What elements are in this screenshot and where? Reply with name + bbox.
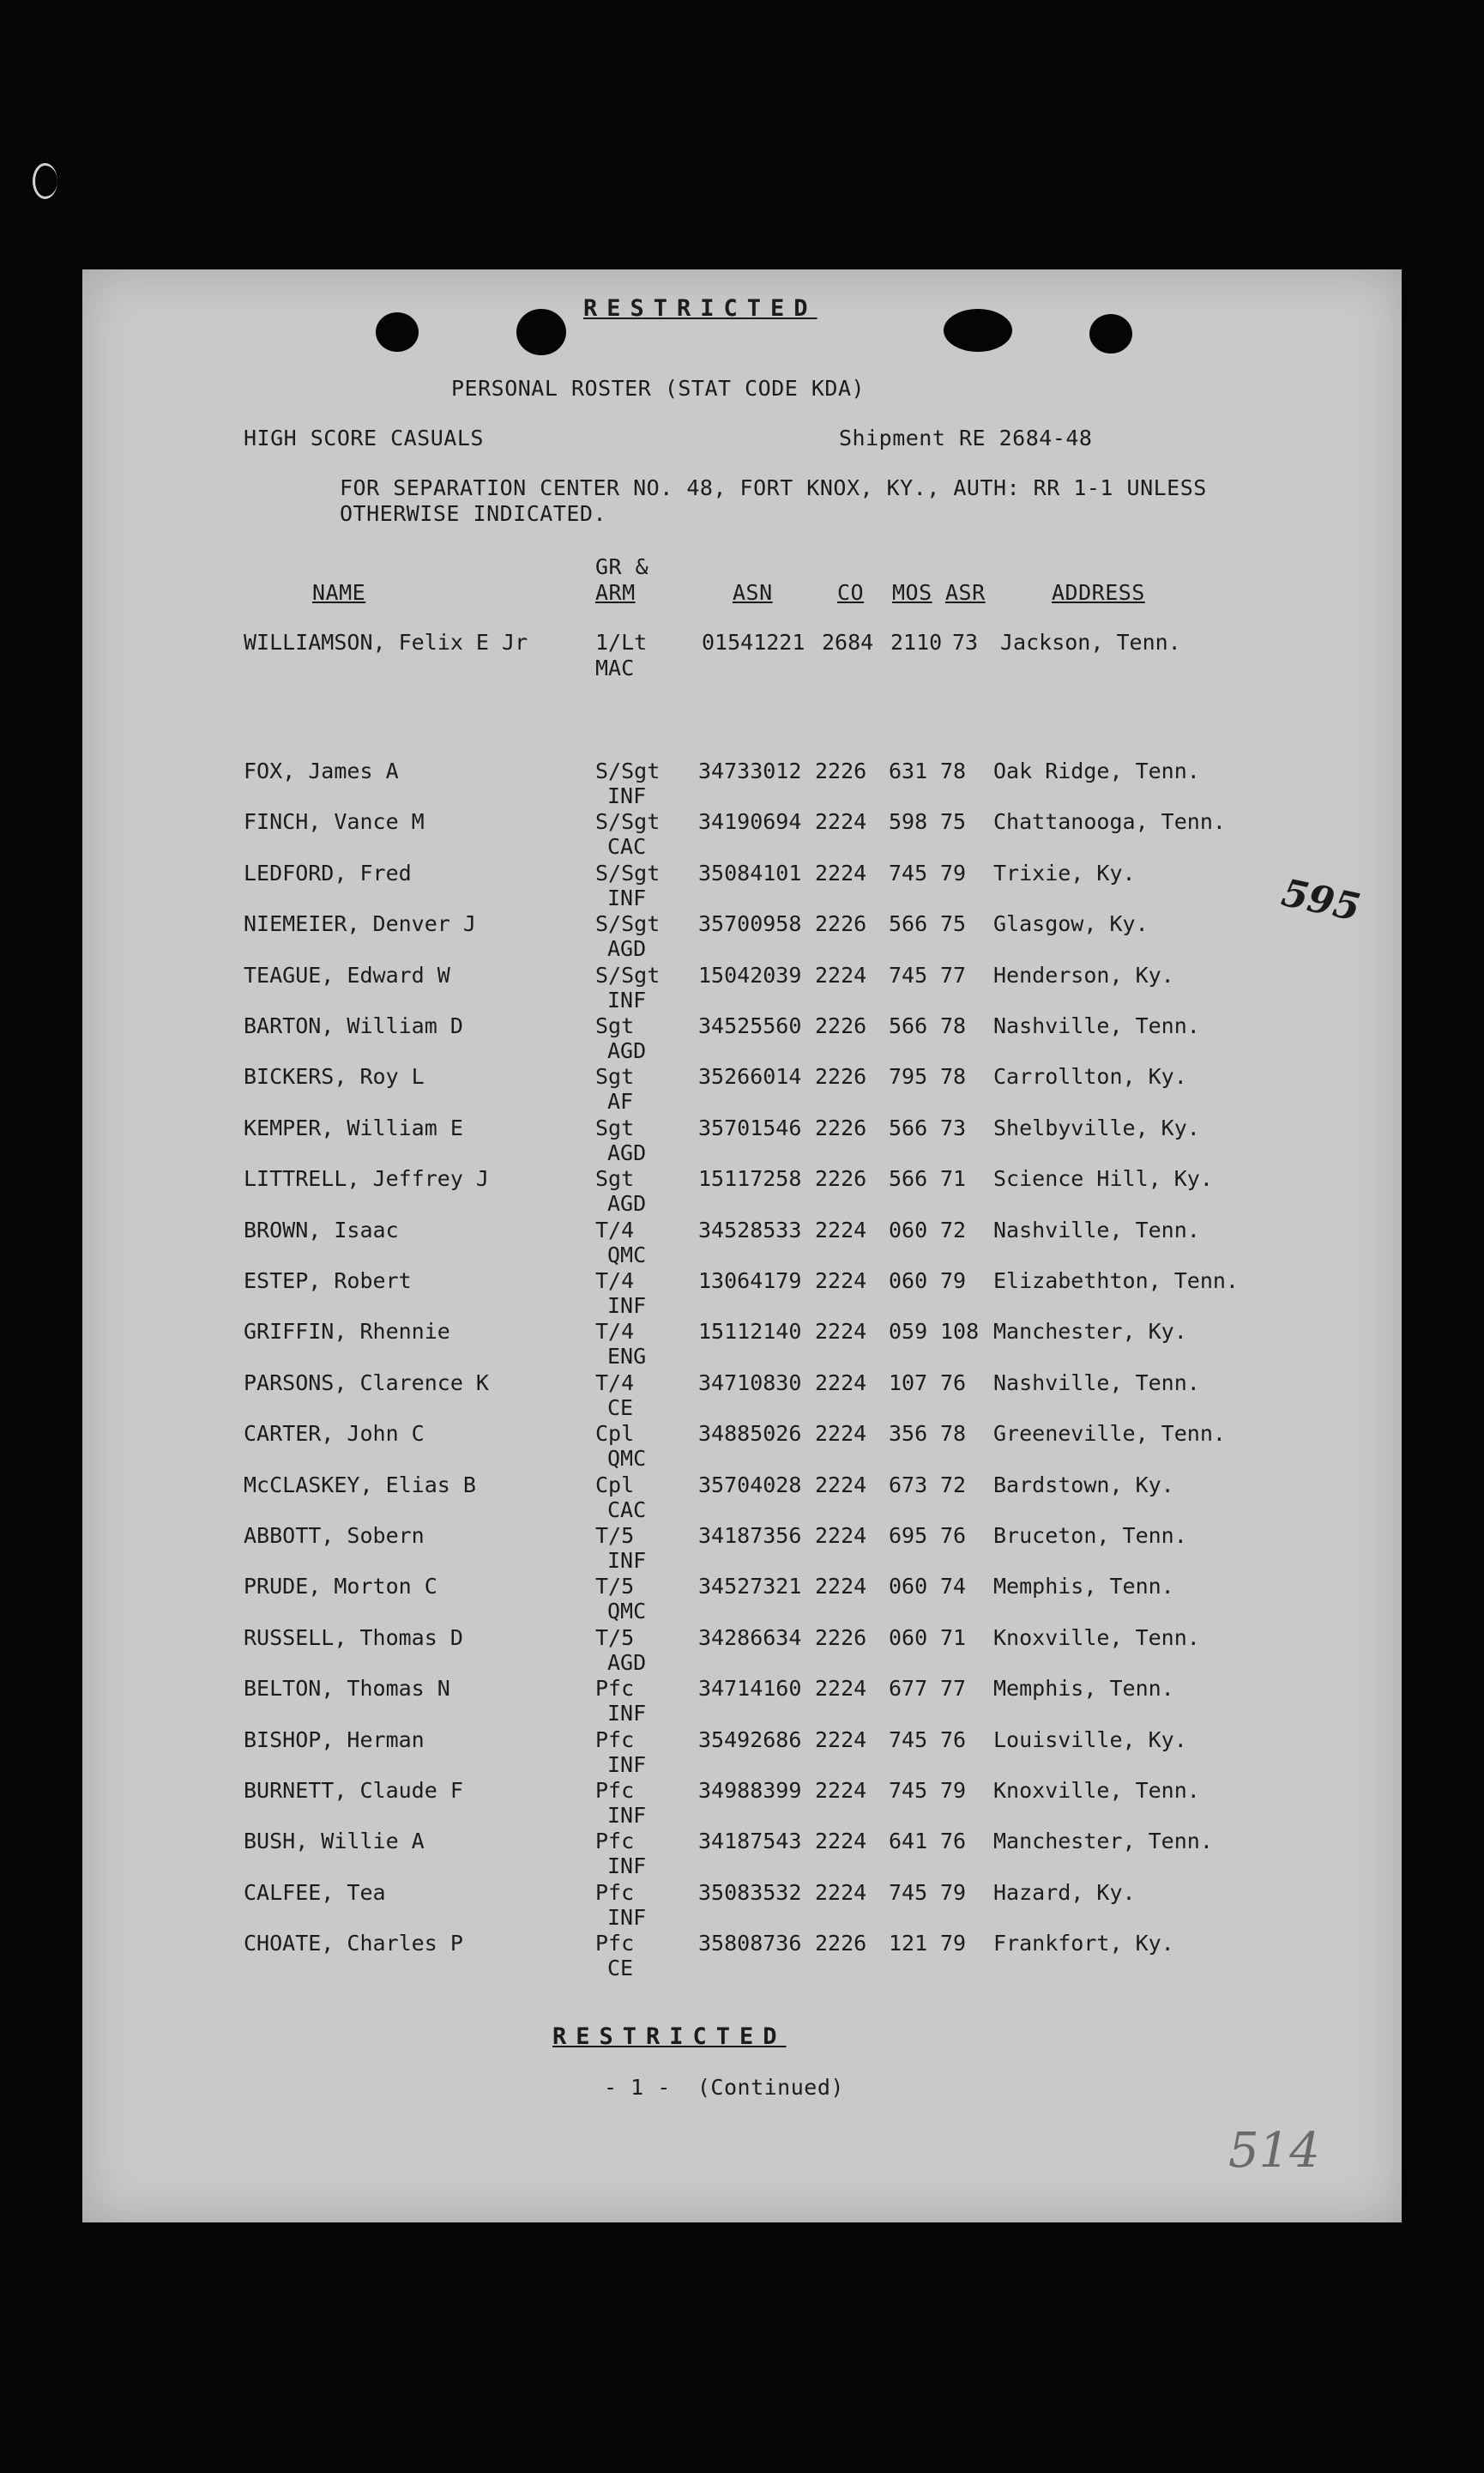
row-name: PRUDE, Morton C <box>244 1574 437 1599</box>
row-address: Hazard, Ky. <box>993 1879 1136 1905</box>
row-co: 2224 <box>815 1421 867 1447</box>
row-asr: 75 <box>940 911 967 937</box>
row-grade: T/4 <box>595 1319 635 1345</box>
row-asn: 34988399 <box>698 1778 802 1803</box>
row-address: Louisville, Ky. <box>993 1726 1187 1752</box>
row-asn: 34190694 <box>698 809 802 835</box>
row-address: Elizabethton, Tenn. <box>993 1268 1239 1293</box>
punch-hole <box>376 312 419 352</box>
row-mos: 060 <box>889 1268 928 1293</box>
row-asr: 79 <box>940 860 967 886</box>
row-name: BISHOP, Herman <box>244 1726 425 1752</box>
row-arm: INF <box>607 1701 647 1726</box>
row-asr: 76 <box>940 1523 967 1548</box>
row-grade: S/Sgt <box>595 860 661 886</box>
row-asr: 108 <box>940 1319 980 1345</box>
row-address: Chattanooga, Tenn. <box>993 809 1226 835</box>
row-address: Glasgow, Ky. <box>993 911 1149 937</box>
row-name: FINCH, Vance M <box>244 809 425 835</box>
punch-hole <box>944 309 1012 352</box>
row-asn: 34528533 <box>698 1217 802 1243</box>
row-address: Science Hill, Ky. <box>993 1166 1213 1192</box>
punch-hole <box>516 309 566 355</box>
row-arm: QMC <box>607 1599 647 1624</box>
row-grade: Pfc <box>595 1829 635 1854</box>
row-arm: AGD <box>607 1140 647 1165</box>
row-arm: INF <box>607 1904 647 1930</box>
row-co: 2226 <box>815 1115 867 1140</box>
row-asn: 01541221 <box>702 630 805 655</box>
row-asn: 34885026 <box>698 1421 802 1447</box>
row-address: Frankfort, Ky. <box>993 1931 1174 1956</box>
row-asr: 78 <box>940 1421 967 1447</box>
row-mos: 745 <box>889 1879 928 1905</box>
row-arm: INF <box>607 1751 647 1777</box>
row-name: LEDFORD, Fred <box>244 860 412 886</box>
row-arm: ENG <box>607 1344 647 1370</box>
row-address: Manchester, Tenn. <box>993 1829 1213 1854</box>
column-header-address: ADDRESS <box>1052 580 1145 605</box>
row-grade: Pfc <box>595 1726 635 1752</box>
row-asr: 72 <box>940 1217 967 1243</box>
row-mos: 795 <box>889 1064 928 1090</box>
column-header-arm: ARM <box>595 580 636 605</box>
row-mos: 745 <box>889 860 928 886</box>
row-mos: 356 <box>889 1421 928 1447</box>
row-name: KEMPER, William E <box>244 1115 463 1140</box>
row-asr: 76 <box>940 1829 967 1854</box>
row-grade: Sgt <box>595 1115 635 1140</box>
document-title: PERSONAL ROSTER (STAT CODE KDA) <box>451 376 866 401</box>
row-address: Greeneville, Tenn. <box>993 1421 1226 1447</box>
row-grade: Pfc <box>595 1778 635 1803</box>
row-grade: Cpl <box>595 1421 635 1447</box>
row-mos: 631 <box>889 759 928 783</box>
row-address: Knoxville, Tenn. <box>993 1778 1200 1803</box>
row-co: 2226 <box>815 1064 867 1090</box>
row-arm: MAC <box>595 656 635 680</box>
row-name: NIEMEIER, Denver J <box>244 911 476 937</box>
row-asr: 78 <box>940 1064 967 1090</box>
row-name: BROWN, Isaac <box>244 1217 399 1243</box>
row-address: Bruceton, Tenn. <box>993 1523 1187 1548</box>
row-co: 2224 <box>815 1574 867 1599</box>
page-footer: - 1 - (Continued) <box>604 2075 844 2100</box>
row-mos: 566 <box>889 1166 928 1192</box>
row-grade: T/5 <box>595 1574 635 1599</box>
row-address: Trixie, Ky. <box>993 860 1136 886</box>
row-mos: 107 <box>889 1370 928 1395</box>
row-asr: 73 <box>940 1115 967 1140</box>
row-name: BICKERS, Roy L <box>244 1064 425 1090</box>
row-grade: T/4 <box>595 1370 635 1395</box>
column-header-gr: GR & <box>595 554 649 579</box>
row-mos: 566 <box>889 1115 928 1140</box>
row-grade: 1/Lt <box>595 630 648 655</box>
row-mos: 641 <box>889 1829 928 1854</box>
row-co: 2224 <box>815 1217 867 1243</box>
row-name: BUSH, Willie A <box>244 1829 425 1854</box>
row-asn: 35700958 <box>698 911 802 937</box>
row-asn: 35701546 <box>698 1115 802 1140</box>
row-mos: 060 <box>889 1217 928 1243</box>
row-arm: AGD <box>607 1649 647 1675</box>
column-header-asr: ASR <box>945 580 986 605</box>
row-arm: CE <box>607 1956 634 1981</box>
row-co: 2226 <box>815 1013 867 1038</box>
row-name: CHOATE, Charles P <box>244 1931 463 1956</box>
row-asn: 35808736 <box>698 1931 802 1956</box>
row-arm: AGD <box>607 1038 647 1063</box>
row-mos: 060 <box>889 1574 928 1599</box>
row-co: 2224 <box>815 1523 867 1548</box>
row-asn: 15117258 <box>698 1166 802 1192</box>
row-arm: INF <box>607 1803 647 1828</box>
header-restricted: RESTRICTED <box>583 295 817 322</box>
row-name: BARTON, William D <box>244 1013 463 1038</box>
row-grade: S/Sgt <box>595 809 661 835</box>
row-asr: 79 <box>940 1778 967 1803</box>
row-grade: Sgt <box>595 1064 635 1090</box>
row-mos: 2110 <box>890 630 943 655</box>
row-co: 2226 <box>815 1166 867 1192</box>
instructions-line-1: FOR SEPARATION CENTER NO. 48, FORT KNOX, KY., AUTH: RR 1-1 UNLESS <box>340 475 1207 500</box>
handwritten-number: 514 <box>1228 2123 1320 2179</box>
row-arm: INF <box>607 987 647 1013</box>
row-mos: 566 <box>889 911 928 937</box>
row-grade: Cpl <box>595 1472 635 1497</box>
row-grade: Sgt <box>595 1166 635 1192</box>
row-co: 2224 <box>815 1829 867 1854</box>
row-asr: 78 <box>940 759 967 783</box>
row-address: Nashville, Tenn. <box>993 1217 1200 1243</box>
row-address: Manchester, Ky. <box>993 1319 1187 1345</box>
row-grade: T/4 <box>595 1217 635 1243</box>
row-mos: 566 <box>889 1013 928 1038</box>
row-asr: 79 <box>940 1931 967 1956</box>
row-asn: 35084101 <box>698 860 802 886</box>
row-name: BELTON, Thomas N <box>244 1676 450 1702</box>
instructions-line-2: OTHERWISE INDICATED. <box>340 501 607 526</box>
column-header-name: NAME <box>312 580 366 605</box>
row-address: Nashville, Tenn. <box>993 1013 1200 1038</box>
row-co: 2224 <box>815 860 867 886</box>
row-asn: 34187543 <box>698 1829 802 1854</box>
row-asn: 34527321 <box>698 1574 802 1599</box>
row-grade: T/4 <box>595 1268 635 1293</box>
row-mos: 598 <box>889 809 928 835</box>
shipment-number: Shipment RE 2684-48 <box>839 426 1093 450</box>
row-name: McCLASKEY, Elias B <box>244 1472 476 1497</box>
row-co: 2224 <box>815 962 867 988</box>
footer-restricted: RESTRICTED <box>552 2023 787 2050</box>
row-co: 2226 <box>815 1931 867 1956</box>
punch-hole <box>1089 314 1132 354</box>
row-asn: 35083532 <box>698 1879 802 1905</box>
row-co: 2224 <box>815 1268 867 1293</box>
row-co: 2226 <box>815 911 867 937</box>
row-co: 2224 <box>815 1726 867 1752</box>
column-header-co: CO <box>837 580 865 605</box>
row-name: CALFEE, Tea <box>244 1879 386 1905</box>
row-name: ABBOTT, Sobern <box>244 1523 425 1548</box>
column-header-asn: ASN <box>733 580 773 605</box>
row-address: Carrollton, Ky. <box>993 1064 1187 1090</box>
group-label: HIGH SCORE CASUALS <box>244 426 484 450</box>
row-asr: 79 <box>940 1879 967 1905</box>
row-co: 2224 <box>815 1472 867 1497</box>
row-mos: 060 <box>889 1624 928 1650</box>
row-asr: 79 <box>940 1268 967 1293</box>
row-mos: 673 <box>889 1472 928 1497</box>
row-co: 2684 <box>822 630 874 655</box>
row-mos: 121 <box>889 1931 928 1956</box>
row-grade: T/5 <box>595 1523 635 1548</box>
row-name: ESTEP, Robert <box>244 1268 412 1293</box>
row-asn: 35266014 <box>698 1064 802 1090</box>
row-grade: S/Sgt <box>595 911 661 937</box>
row-arm: INF <box>607 783 647 808</box>
row-arm: QMC <box>607 1242 647 1267</box>
row-asn: 34187356 <box>698 1523 802 1548</box>
row-asr: 76 <box>940 1726 967 1752</box>
row-asn: 34286634 <box>698 1624 802 1650</box>
row-address: Henderson, Ky. <box>993 962 1174 988</box>
row-arm: AGD <box>607 1191 647 1217</box>
row-co: 2226 <box>815 759 867 783</box>
row-address: Bardstown, Ky. <box>993 1472 1174 1497</box>
row-co: 2224 <box>815 1778 867 1803</box>
row-co: 2224 <box>815 1319 867 1345</box>
row-name: BURNETT, Claude F <box>244 1778 463 1803</box>
row-arm: AGD <box>607 936 647 962</box>
row-grade: T/5 <box>595 1624 635 1650</box>
row-asr: 74 <box>940 1574 967 1599</box>
row-arm: INF <box>607 1293 647 1318</box>
row-asr: 73 <box>952 630 979 655</box>
row-asr: 72 <box>940 1472 967 1497</box>
row-asr: 75 <box>940 809 967 835</box>
row-co: 2226 <box>815 1624 867 1650</box>
row-mos: 745 <box>889 1726 928 1752</box>
row-grade: Pfc <box>595 1676 635 1702</box>
row-arm: AF <box>607 1089 634 1115</box>
row-co: 2224 <box>815 1370 867 1395</box>
row-asr: 77 <box>940 962 967 988</box>
row-name: PARSONS, Clarence K <box>244 1370 489 1395</box>
document-page <box>82 269 1402 2222</box>
row-asr: 71 <box>940 1624 967 1650</box>
row-asr: 76 <box>940 1370 967 1395</box>
row-grade: Pfc <box>595 1931 635 1956</box>
row-co: 2224 <box>815 1879 867 1905</box>
stamp-number: 595 <box>1277 871 1365 930</box>
row-asn: 34710830 <box>698 1370 802 1395</box>
row-grade: Sgt <box>595 1013 635 1038</box>
row-mos: 677 <box>889 1676 928 1702</box>
row-asn: 35492686 <box>698 1726 802 1752</box>
row-asn: 15042039 <box>698 962 802 988</box>
row-address: Nashville, Tenn. <box>993 1370 1200 1395</box>
row-asn: 13064179 <box>698 1268 802 1293</box>
row-mos: 059 <box>889 1319 928 1345</box>
row-name: WILLIAMSON, Felix E Jr <box>244 630 528 655</box>
row-grade: Pfc <box>595 1879 635 1905</box>
row-arm: CAC <box>607 834 647 860</box>
scan-artifact <box>33 163 57 199</box>
row-name: RUSSELL, Thomas D <box>244 1624 463 1650</box>
row-name: LITTRELL, Jeffrey J <box>244 1166 489 1192</box>
row-arm: INF <box>607 885 647 910</box>
row-asr: 78 <box>940 1013 967 1038</box>
row-asn: 34733012 <box>698 759 802 783</box>
row-asr: 71 <box>940 1166 967 1192</box>
row-asn: 34714160 <box>698 1676 802 1702</box>
row-grade: S/Sgt <box>595 759 661 783</box>
row-address: Memphis, Tenn. <box>993 1676 1174 1702</box>
row-mos: 745 <box>889 1778 928 1803</box>
row-address: Knoxville, Tenn. <box>993 1624 1200 1650</box>
row-co: 2224 <box>815 809 867 835</box>
row-asr: 77 <box>940 1676 967 1702</box>
row-name: GRIFFIN, Rhennie <box>244 1319 450 1345</box>
row-address: Memphis, Tenn. <box>993 1574 1174 1599</box>
row-arm: INF <box>607 1548 647 1573</box>
row-name: TEAGUE, Edward W <box>244 962 450 988</box>
row-address: Oak Ridge, Tenn. <box>993 759 1200 783</box>
row-co: 2224 <box>815 1676 867 1702</box>
column-header-mos: MOS <box>892 580 932 605</box>
row-mos: 695 <box>889 1523 928 1548</box>
row-arm: QMC <box>607 1446 647 1472</box>
row-name: CARTER, John C <box>244 1421 425 1447</box>
row-mos: 745 <box>889 962 928 988</box>
row-asn: 35704028 <box>698 1472 802 1497</box>
row-arm: INF <box>607 1853 647 1879</box>
row-asn: 34525560 <box>698 1013 802 1038</box>
row-arm: CAC <box>607 1496 647 1522</box>
row-address: Shelbyville, Ky. <box>993 1115 1200 1140</box>
row-address: Jackson, Tenn. <box>1000 630 1181 655</box>
row-asn: 15112140 <box>698 1319 802 1345</box>
row-name: FOX, James A <box>244 759 399 783</box>
row-arm: CE <box>607 1394 634 1420</box>
row-grade: S/Sgt <box>595 962 661 988</box>
